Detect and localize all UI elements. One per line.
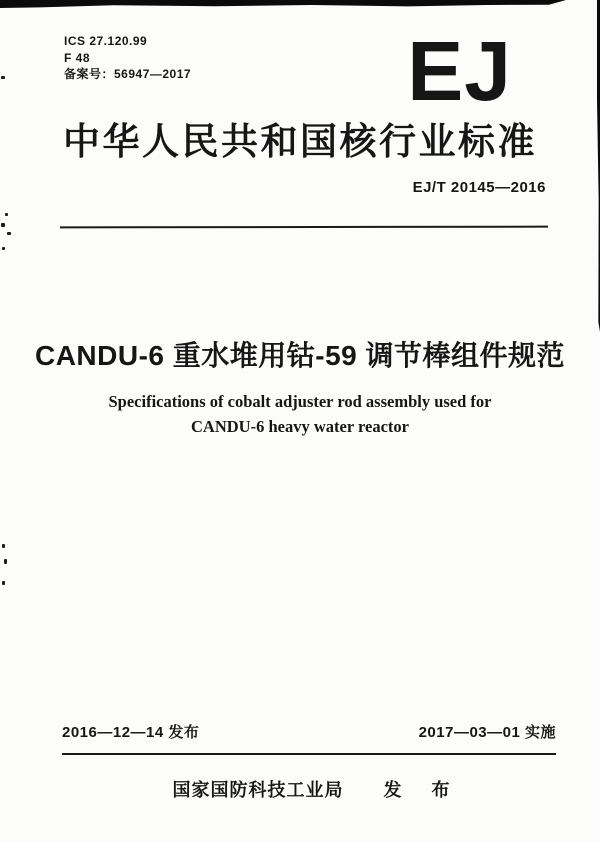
implement-date: 2017—03—01 实施 [418,724,556,741]
scan-speck [5,213,8,216]
ej-logo: EJ [407,24,512,118]
document-title-en-line2: CANDU-6 heavy water reactor [191,416,409,436]
standard-code: EJ/T 20145—2016 [412,179,546,196]
scan-speck [4,559,7,564]
scan-speck [2,247,5,250]
standard-title-cn: 中华人民共和国核行业标准 [63,121,537,162]
header-divider [60,226,548,229]
classification-block [64,33,191,83]
document-title-en-line1: Specifications of cobalt adjuster rod assembly used for [108,392,492,411]
classification-code: F 48 [64,50,91,65]
scan-speck [1,223,5,227]
publisher-row [14,776,600,802]
document-title-cn: CANDU-6 重水堆用钴-59 调节棒组件规范 [34,340,566,371]
footer-divider [62,753,556,755]
ics-code: ICS 27.120.99 [64,34,148,48]
record-number: 备案号：56947—2017 [64,67,192,81]
issue-date: 2016—12—14 发布 [62,724,200,741]
issuing-authority: 国家国防科技工业局 [172,780,344,800]
scan-artifact-top-bar [0,0,566,8]
scan-speck [2,544,5,548]
scan-speck [1,76,5,79]
publish-label: 发 布 [383,780,456,800]
scan-speck [7,232,11,235]
date-row [62,721,556,742]
document-title-en [0,390,600,439]
scan-speck [2,581,5,585]
